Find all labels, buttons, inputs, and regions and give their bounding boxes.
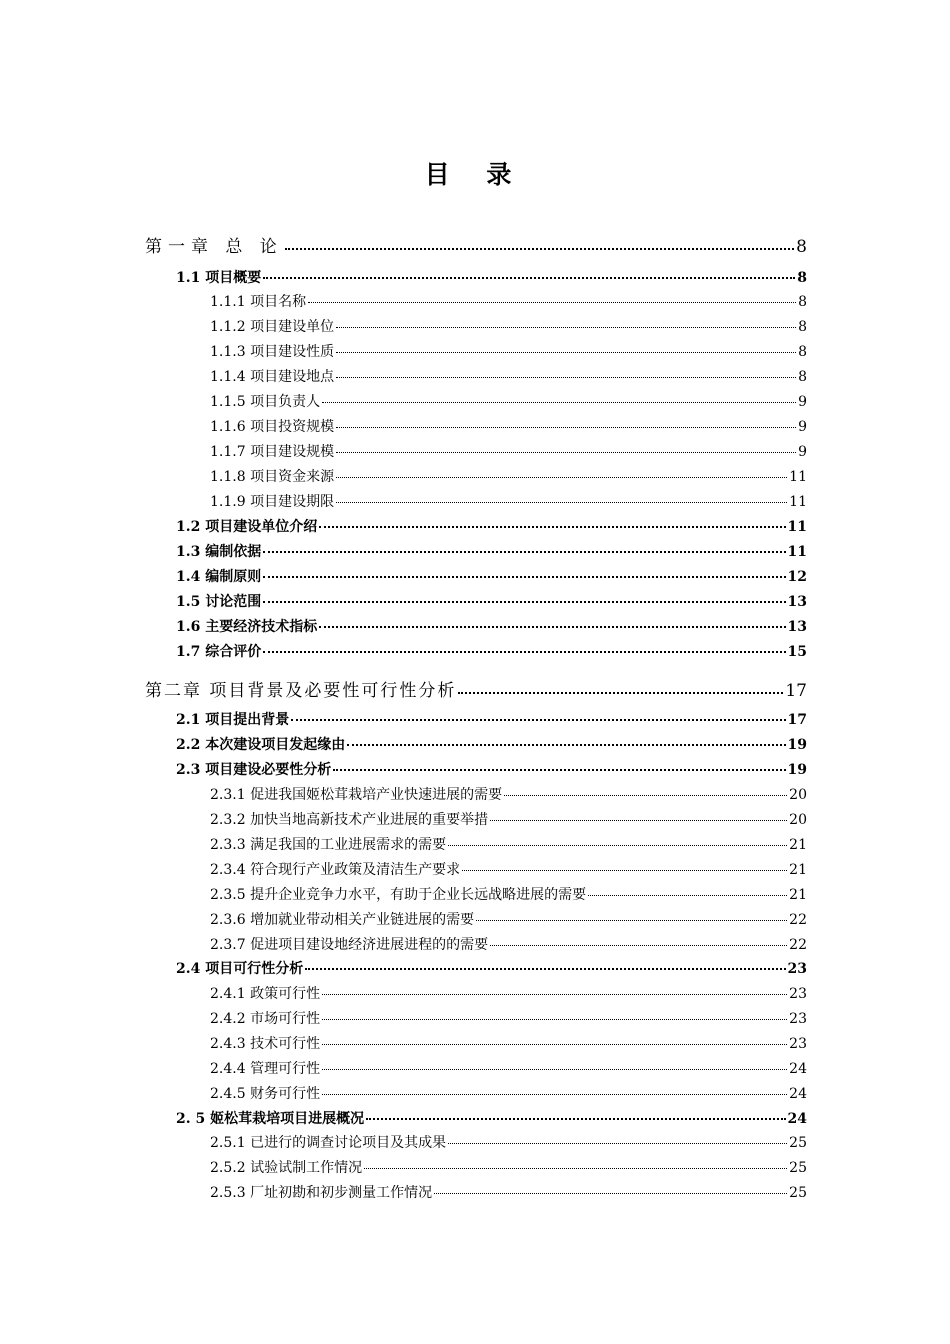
toc-entry-label: 1.7 综合评价: [176, 644, 262, 660]
toc-dot-leader: [333, 768, 785, 771]
toc-dot-leader: [336, 376, 796, 378]
toc-entry-section[interactable]: [176, 616, 807, 638]
toc-page-number: 9: [798, 394, 807, 410]
toc-entry-sub[interactable]: [210, 366, 807, 388]
toc-page-number: 22: [789, 912, 807, 928]
toc-entry-section[interactable]: [176, 267, 807, 289]
toc-page-number: 25: [789, 1185, 807, 1201]
toc-page-number: 19: [787, 737, 807, 753]
toc-page-number: 8: [798, 319, 807, 335]
toc-dot-leader: [434, 1192, 787, 1194]
toc-entry-label: 2.3.2 加快当地高新技术产业进展的重要举措: [210, 812, 489, 828]
toc-dot-leader: [490, 819, 787, 821]
toc-page-number: 11: [787, 544, 807, 560]
toc-dot-leader: [322, 1018, 787, 1020]
toc-page-number: 8: [798, 344, 807, 360]
toc-dot-leader: [308, 301, 796, 303]
toc-entry-sub[interactable]: [210, 784, 807, 806]
toc-entry-sub[interactable]: [210, 1157, 807, 1179]
toc-entry-label: 2.4.1 政策可行性: [210, 986, 321, 1002]
toc-page-number: 15: [787, 644, 807, 660]
toc-dot-leader: [364, 1167, 787, 1169]
toc-page-number: 8: [796, 237, 807, 257]
toc-page-number: 8: [798, 369, 807, 385]
toc-entry-label: 1.1.9 项目建设期限: [210, 494, 335, 510]
toc-entry-sub[interactable]: [210, 1008, 807, 1030]
toc-entry-sub[interactable]: [210, 1083, 807, 1105]
toc-entry-label: 2.4.3 技术可行性: [210, 1036, 321, 1052]
toc-entry-label: 2.3.6 增加就业带动相关产业链进展的需要: [210, 912, 475, 928]
toc-page-number: 23: [789, 986, 807, 1002]
toc-entry-sub[interactable]: [210, 1033, 807, 1055]
toc-dot-leader: [263, 575, 785, 578]
toc-entry-label: 2.3.3 满足我国的工业进展需求的需要: [210, 837, 447, 853]
toc-dot-leader: [504, 794, 787, 796]
toc-dot-leader: [263, 650, 785, 653]
toc-dot-leader: [322, 1093, 787, 1095]
toc-entry-chapter[interactable]: [145, 232, 807, 258]
toc-dot-leader: [336, 501, 787, 503]
toc-entry-sub[interactable]: [210, 291, 807, 313]
toc-entry-chapter[interactable]: [145, 676, 807, 702]
toc-page-number: 24: [789, 1061, 807, 1077]
toc-dot-leader: [322, 993, 787, 995]
toc-entry-section[interactable]: [176, 709, 807, 731]
toc-dot-leader: [305, 967, 785, 970]
toc-entry-section[interactable]: [176, 641, 807, 663]
toc-page-number: 13: [787, 594, 807, 610]
toc-entry-sub[interactable]: [210, 1132, 807, 1154]
toc-dot-leader: [322, 401, 796, 403]
toc-entry-label: 1.1.2 项目建设单位: [210, 319, 335, 335]
toc-page-number: 25: [789, 1160, 807, 1176]
toc-entry-sub[interactable]: [210, 416, 807, 438]
toc-dot-leader: [588, 894, 787, 896]
toc-dot-leader: [322, 1043, 787, 1045]
toc-entry-sub[interactable]: [210, 934, 807, 956]
toc-entry-section[interactable]: [176, 566, 807, 588]
toc-entry-label: 2.3.5 提升企业竞争力水平，有助于企业长远战略进展的需要: [210, 887, 587, 903]
toc-page-number: 24: [789, 1086, 807, 1102]
toc-page-number: 24: [787, 1111, 807, 1127]
toc-entry-label: 1.1.8 项目资金来源: [210, 469, 335, 485]
toc-dot-leader: [322, 1068, 787, 1070]
toc-entry-sub[interactable]: [210, 316, 807, 338]
toc-entry-label: 2.4.5 财务可行性: [210, 1086, 321, 1102]
toc-page-number: 9: [798, 419, 807, 435]
toc-entry-label: 第一章 总 论: [145, 237, 283, 257]
toc-dot-leader: [285, 247, 794, 250]
toc-entry-label: 1.1.6 项目投资规模: [210, 419, 335, 435]
toc-dot-leader: [490, 944, 787, 946]
toc-entry-label: 1.6 主要经济技术指标: [176, 619, 318, 635]
toc-entry-label: 2.3.1 促进我国姬松茸栽培产业快速进展的需要: [210, 787, 503, 803]
toc-dot-leader: [448, 1142, 787, 1144]
toc-entry-sub[interactable]: [210, 491, 807, 513]
toc-dot-leader: [476, 919, 787, 921]
toc-entry-section[interactable]: [176, 541, 807, 563]
toc-page-number: 11: [789, 469, 807, 485]
toc-page-number: 22: [789, 937, 807, 953]
toc-dot-leader: [336, 351, 796, 353]
toc-entry-sub[interactable]: [210, 909, 807, 931]
toc-dot-leader: [458, 691, 783, 694]
toc-entry-sub[interactable]: [210, 884, 807, 906]
toc-entry-section[interactable]: [176, 958, 807, 980]
toc-entry-section[interactable]: [176, 759, 807, 781]
toc-entry-sub[interactable]: [210, 341, 807, 363]
toc-entry-sub[interactable]: [210, 466, 807, 488]
toc-entry-label: 1.1.5 项目负责人: [210, 394, 321, 410]
toc-page-number: 21: [789, 862, 807, 878]
toc-entry-label: 2. 5 姬松茸栽培项目进展概况: [176, 1111, 365, 1127]
toc-dot-leader: [336, 326, 796, 328]
toc-dot-leader: [336, 426, 796, 428]
toc-entry-sub[interactable]: [210, 809, 807, 831]
toc-entry-label: 1.1.4 项目建设地点: [210, 369, 335, 385]
toc-entry-sub[interactable]: [210, 859, 807, 881]
toc-page-number: 21: [789, 887, 807, 903]
toc-dot-leader: [336, 451, 796, 453]
toc-entry-label: 1.1.7 项目建设规模: [210, 444, 335, 460]
toc-entry-label: 2.5.2 试验试制工作情况: [210, 1160, 363, 1176]
toc-dot-leader: [336, 476, 787, 478]
toc-entry-section[interactable]: [176, 1108, 807, 1130]
toc-page-number: 21: [789, 837, 807, 853]
toc-entry-label: 1.1 项目概要: [176, 270, 262, 286]
toc-page-number: 17: [787, 712, 807, 728]
toc-entry-label: 2.2 本次建设项目发起缘由: [176, 737, 346, 753]
toc-entry-sub[interactable]: [210, 834, 807, 856]
toc-page-number: 11: [787, 519, 807, 535]
toc-dot-leader: [448, 844, 787, 846]
toc-entry-label: 2.3.4 符合现行产业政策及清洁生产要求: [210, 862, 461, 878]
toc-entry-label: 2.3 项目建设必要性分析: [176, 762, 332, 778]
toc-page-number: 23: [789, 1011, 807, 1027]
toc-dot-leader: [263, 276, 795, 279]
toc-dot-leader: [263, 550, 785, 553]
toc-page-number: 20: [789, 787, 807, 803]
toc-entry-label: 1.1.1 项目名称: [210, 294, 307, 310]
toc-entry-sub[interactable]: [210, 1182, 807, 1204]
toc-page-number: 17: [785, 681, 807, 701]
toc-dot-leader: [347, 743, 785, 746]
toc-entry-label: 2.5.1 已进行的调查讨论项目及其成果: [210, 1135, 447, 1151]
toc-entry-section[interactable]: [176, 516, 807, 538]
toc-page-number: 23: [787, 961, 807, 977]
toc-page-number: 19: [787, 762, 807, 778]
toc-entry-label: 2.3.7 促进项目建设地经济进展进程的的需要: [210, 937, 489, 953]
toc-entry-label: 1.1.3 项目建设性质: [210, 344, 335, 360]
toc-page-number: 20: [789, 812, 807, 828]
toc-page-number: 8: [798, 294, 807, 310]
toc-dot-leader: [462, 869, 787, 871]
toc-dot-leader: [291, 718, 785, 721]
toc-page-number: 23: [789, 1036, 807, 1052]
toc-page-number: 8: [797, 270, 807, 286]
toc-page-number: 13: [787, 619, 807, 635]
toc-entry-sub[interactable]: [210, 983, 807, 1005]
toc-page-number: 11: [789, 494, 807, 510]
toc-entry-label: 第二章 项目背景及必要性可行性分析: [145, 681, 457, 701]
toc-entry-label: 1.4 编制原则: [176, 569, 262, 585]
toc-entry-label: 1.3 编制依据: [176, 544, 262, 560]
toc-entry-label: 2.4 项目可行性分析: [176, 961, 304, 977]
toc-dot-leader: [366, 1117, 785, 1120]
toc-page-number: 12: [787, 569, 807, 585]
toc-entry-label: 2.1 项目提出背景: [176, 712, 290, 728]
toc-entry-section[interactable]: [176, 734, 807, 756]
page-title: 目 录: [424, 160, 526, 189]
toc-entry-label: 2.4.4 管理可行性: [210, 1061, 321, 1077]
toc-entry-label: 1.2 项目建设单位介绍: [176, 519, 318, 535]
toc-dot-leader: [319, 625, 785, 628]
toc-entry-sub[interactable]: [210, 441, 807, 463]
toc-entry-label: 2.5.3 厂址初勘和初步测量工作情况: [210, 1185, 433, 1201]
toc-dot-leader: [319, 525, 785, 528]
toc-entry-sub[interactable]: [210, 391, 807, 413]
toc-entry-label: 2.4.2 市场可行性: [210, 1011, 321, 1027]
toc-page-number: 9: [798, 444, 807, 460]
toc-entry-section[interactable]: [176, 591, 807, 613]
toc-entry-sub[interactable]: [210, 1058, 807, 1080]
toc-entry-label: 1.5 讨论范围: [176, 594, 262, 610]
toc-dot-leader: [263, 600, 785, 603]
toc-page-number: 25: [789, 1135, 807, 1151]
